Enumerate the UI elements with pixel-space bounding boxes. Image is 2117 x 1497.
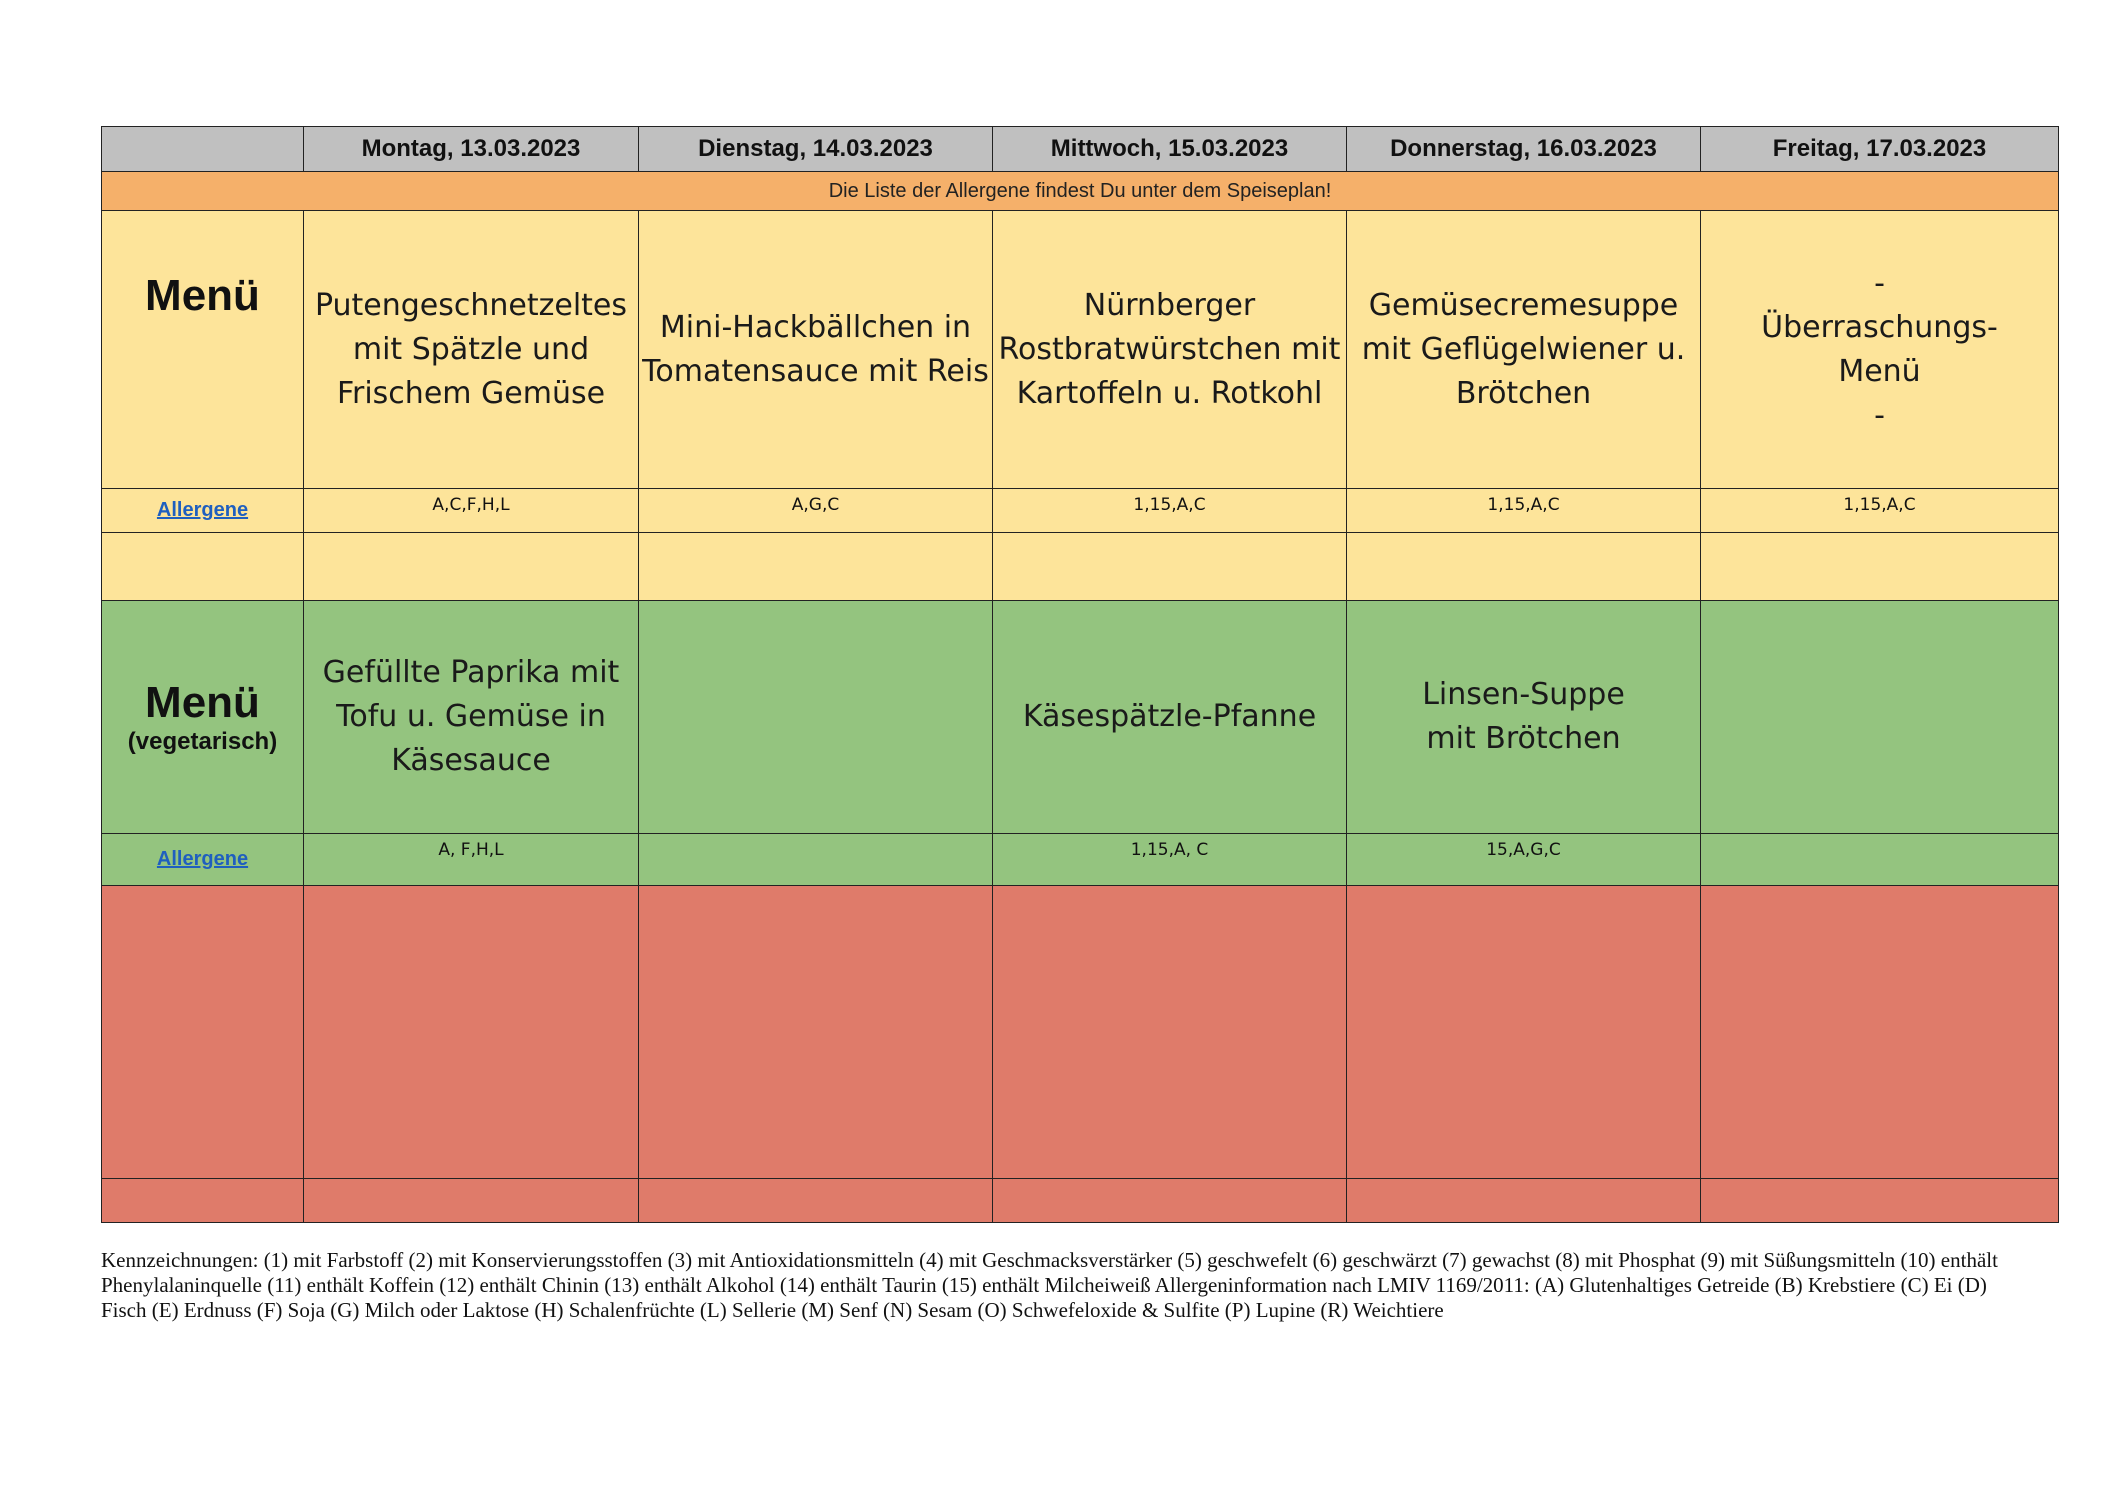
veg-allergens-tuesday <box>639 834 993 886</box>
allergen-link[interactable]: Allergene <box>156 499 249 521</box>
menu-allergens-thursday: 1,15,A,C <box>1347 489 1701 533</box>
veg-dish-wednesday: Käsespätzle-Pfanne <box>993 601 1347 834</box>
empty-cell <box>1347 1179 1701 1223</box>
menu-allergen-row <box>102 489 2059 533</box>
empty-footer-row <box>102 1179 2059 1223</box>
day-header-thursday: Donnerstag, 16.03.2023 <box>1347 127 1701 172</box>
empty-cell <box>1701 1179 2059 1223</box>
day-header-friday: Freitag, 17.03.2023 <box>1701 127 2059 172</box>
day-header-monday: Montag, 13.03.2023 <box>304 127 639 172</box>
empty-cell <box>639 886 993 1179</box>
spacer-cell <box>102 533 304 601</box>
menu-allergens-tuesday: A,G,C <box>639 489 993 533</box>
spacer-cell <box>1347 533 1701 601</box>
veg-dish-tuesday <box>639 601 993 834</box>
veg-allergens-thursday: 15,A,G,C <box>1347 834 1701 886</box>
veg-dish-friday <box>1701 601 2059 834</box>
veg-allergen-row <box>102 834 2059 886</box>
menu-spacer-row <box>102 533 2059 601</box>
empty-section-row <box>102 886 2059 1179</box>
empty-cell <box>304 886 639 1179</box>
header-corner-cell <box>102 127 304 172</box>
veg-allergen-link-cell <box>102 834 304 886</box>
veg-dish-thursday: Linsen-Suppe mit Brötchen <box>1347 601 1701 834</box>
empty-cell <box>993 886 1347 1179</box>
empty-cell <box>1347 886 1701 1179</box>
header-row <box>102 127 2059 172</box>
menu-allergens-monday: A,C,F,H,L <box>304 489 639 533</box>
veg-allergens-wednesday: 1,15,A, C <box>993 834 1347 886</box>
menu-label: Menü <box>145 271 260 320</box>
empty-cell <box>993 1179 1347 1223</box>
empty-cell <box>304 1179 639 1223</box>
veg-allergens-monday: A, F,H,L <box>304 834 639 886</box>
spacer-cell <box>639 533 993 601</box>
spacer-cell <box>304 533 639 601</box>
veg-menu-label: Menü <box>145 678 260 727</box>
empty-cell <box>1701 886 2059 1179</box>
veg-menu-sublabel: (vegetarisch) <box>127 728 278 755</box>
empty-cell <box>102 1179 304 1223</box>
allergen-legend: Kennzeichnungen: (1) mit Farbstoff (2) mit Konservierungsstoffen (3) mit Antioxidationsmitteln (4) mit Geschmacksverstärker (5) geschwefelt (6) geschwärzt (7) gewachst (8) mit Phosphat (9) mit Süßungsmitteln (10) enthält Phenylalaninquelle (11) enthält Koffein (12) enthält Chinin (13) enthält Alkohol (14) enthält Taurin (15) enthält Milcheiweiß Allergeninformation nach LMIV 1169/2011: (A) Glutenhaltiges Getreide (B) Krebstiere (C) Ei (D) Fisch (E) Erdnuss (F) Soja (G) Milch oder Laktose (H) Schalenfrüchte (L) Sellerie (M) Senf (N) Sesam (O) Schwefeloxide & Sulfite (P) Lupine (R) Weichtiere <box>101 1248 1998 1322</box>
empty-cell <box>102 886 304 1179</box>
empty-cell <box>639 1179 993 1223</box>
veg-dish-monday: Gefüllte Paprika mit Tofu u. Gemüse in Käsesauce <box>304 601 639 834</box>
notice-row <box>102 172 2059 211</box>
spacer-cell <box>1701 533 2059 601</box>
menu-allergens-wednesday: 1,15,A,C <box>993 489 1347 533</box>
veg-menu-row <box>102 601 2059 834</box>
day-header-tuesday: Dienstag, 14.03.2023 <box>639 127 993 172</box>
veg-menu-label-cell <box>102 601 304 834</box>
allergen-notice: Die Liste der Allergene findest Du unter dem Speiseplan! <box>102 172 2059 211</box>
day-header-wednesday: Mittwoch, 15.03.2023 <box>993 127 1347 172</box>
menu-label-cell <box>102 211 304 489</box>
menu-row <box>102 211 2059 489</box>
spacer-cell <box>993 533 1347 601</box>
allergen-link[interactable]: Allergene <box>156 848 249 870</box>
menu-dish-tuesday: Mini-Hackbällchen in Tomatensauce mit Reis <box>639 211 993 489</box>
menu-allergens-friday: 1,15,A,C <box>1701 489 2059 533</box>
meal-plan-table <box>101 126 2059 1223</box>
menu-dish-monday: Putengeschnetzeltes mit Spätzle und Frischem Gemüse <box>304 211 639 489</box>
veg-allergens-friday <box>1701 834 2059 886</box>
menu-dish-wednesday: Nürnberger Rostbratwürstchen mit Kartoffeln u. Rotkohl <box>993 211 1347 489</box>
menu-dish-friday: - Überraschungs- Menü - <box>1701 211 2059 489</box>
menu-allergen-link-cell <box>102 489 304 533</box>
menu-dish-thursday: Gemüsecremesuppe mit Geflügelwiener u. Brötchen <box>1347 211 1701 489</box>
